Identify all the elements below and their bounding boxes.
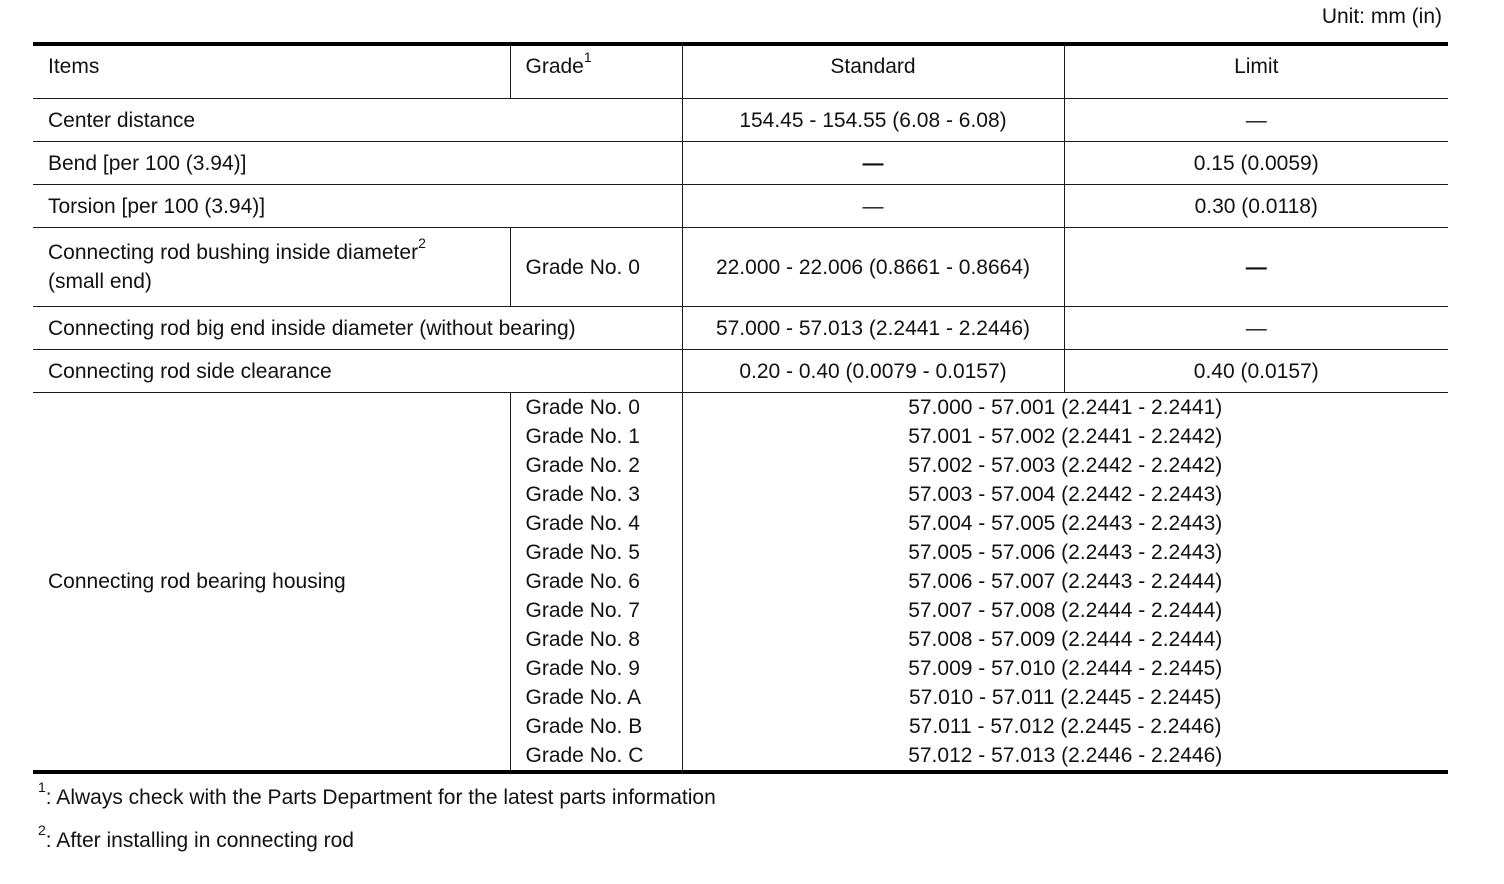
footnote-1-text: : Always check with the Parts Department for the latest parts information bbox=[45, 786, 716, 809]
housing-value-item: 57.012 - 57.013 (2.2446 - 2.2446) bbox=[908, 744, 1223, 767]
row-bushing bbox=[33, 228, 1448, 307]
housing-value-item: 57.006 - 57.007 (2.2443 - 2.2444) bbox=[908, 570, 1223, 593]
header-standard: Standard bbox=[682, 44, 1064, 99]
housing-grade-item: Grade No. C bbox=[525, 744, 644, 767]
housing-value-item: 57.009 - 57.010 (2.2444 - 2.2445) bbox=[908, 657, 1223, 680]
cell-standard: 0.20 - 0.40 (0.0079 - 0.0157) bbox=[682, 350, 1064, 393]
housing-grade-item: Grade No. 9 bbox=[525, 657, 640, 680]
cell-item: Center distance bbox=[33, 99, 682, 142]
footnote-1-mark: 1 bbox=[38, 779, 46, 795]
housing-value-item: 57.003 - 57.004 (2.2442 - 2.2443) bbox=[908, 483, 1223, 506]
footnote-2 bbox=[38, 822, 354, 853]
housing-value-item: 57.011 - 57.012 (2.2445 - 2.2446) bbox=[908, 715, 1222, 738]
housing-grade-item: Grade No. 8 bbox=[525, 628, 640, 651]
housing-value-item: 57.001 - 57.002 (2.2441 - 2.2442) bbox=[908, 425, 1223, 448]
cell-item: Connecting rod big end inside diameter (without bearing) bbox=[33, 307, 682, 350]
housing-grade-item: Grade No. 4 bbox=[525, 512, 640, 535]
header-grade-note: 1 bbox=[583, 49, 592, 65]
cell-item: Torsion [per 100 (3.94)] bbox=[33, 185, 682, 228]
housing-grade-item: Grade No. 2 bbox=[525, 454, 640, 477]
cell-standard: — bbox=[682, 185, 1064, 228]
housing-value-item: 57.010 - 57.011 (2.2445 - 2.2445) bbox=[908, 686, 1222, 709]
housing-grade-item: Grade No. 5 bbox=[525, 541, 640, 564]
header-limit: Limit bbox=[1064, 44, 1448, 99]
cell-grade-list bbox=[510, 393, 682, 773]
header-grade: Grade$^1$ bbox=[510, 44, 682, 99]
housing-grade-item: Grade No. B bbox=[525, 715, 643, 738]
row-side-clearance bbox=[33, 350, 1448, 393]
cell-limit: 0.15 (0.0059) bbox=[1064, 142, 1448, 185]
header-row bbox=[33, 44, 1448, 99]
cell-limit: — bbox=[1064, 228, 1448, 307]
cell-item: Connecting rod bushing inside diameter$^2$ (small end) bbox=[33, 228, 510, 307]
cell-limit: 0.30 (0.0118) bbox=[1064, 185, 1448, 228]
unit-label: Unit: mm (in) bbox=[1321, 5, 1442, 28]
header-items: Items bbox=[33, 44, 510, 99]
cell-standard: — bbox=[682, 142, 1064, 185]
housing-value-item: 57.004 - 57.005 (2.2443 - 2.2443) bbox=[908, 512, 1223, 535]
row-bend bbox=[33, 142, 1448, 185]
housing-grade-item: Grade No. 6 bbox=[525, 570, 640, 593]
housing-value-item: 57.005 - 57.006 (2.2443 - 2.2443) bbox=[908, 541, 1223, 564]
row-big-end bbox=[33, 307, 1448, 350]
housing-value-item: 57.002 - 57.003 (2.2442 - 2.2442) bbox=[908, 454, 1223, 477]
row-center-distance bbox=[33, 99, 1448, 142]
cell-limit: — bbox=[1064, 99, 1448, 142]
row-torsion bbox=[33, 185, 1448, 228]
cell-standard: 22.000 - 22.006 (0.8661 - 0.8664) bbox=[682, 228, 1064, 307]
housing-grade-item: Grade No. 0 bbox=[525, 396, 640, 419]
housing-grade-item: Grade No. 7 bbox=[525, 599, 640, 622]
footnote-2-text: : After installing in connecting rod bbox=[45, 829, 354, 852]
cell-item: Connecting rod side clearance bbox=[33, 350, 682, 393]
housing-value-item: 57.007 - 57.008 (2.2444 - 2.2444) bbox=[908, 599, 1223, 622]
housing-grade-item: Grade No. 1 bbox=[525, 425, 640, 448]
cell-item: Bend [per 100 (3.94)] bbox=[33, 142, 682, 185]
housing-value-item: 57.000 - 57.001 (2.2441 - 2.2441) bbox=[908, 396, 1223, 419]
footnote-1 bbox=[38, 779, 716, 810]
cell-standard: 154.45 - 154.55 (6.08 - 6.08) bbox=[682, 99, 1064, 142]
footnote-2-mark: 2 bbox=[38, 822, 46, 838]
cell-grade: Grade No. 0 bbox=[510, 228, 682, 307]
cell-standard: 57.000 - 57.013 (2.2441 - 2.2446) bbox=[682, 307, 1064, 350]
row-bearing-housing bbox=[33, 393, 1448, 773]
housing-grade-item: Grade No. A bbox=[525, 686, 642, 709]
housing-value-item: 57.008 - 57.009 (2.2444 - 2.2444) bbox=[908, 628, 1223, 651]
housing-grade-item: Grade No. 3 bbox=[525, 483, 640, 506]
cell-housing-values bbox=[682, 393, 1448, 773]
bushing-note: 2 bbox=[418, 235, 426, 251]
cell-item: Connecting rod bearing housing bbox=[33, 393, 510, 773]
cell-limit: — bbox=[1064, 307, 1448, 350]
connecting-rod-spec-table bbox=[33, 42, 1448, 774]
cell-limit: 0.40 (0.0157) bbox=[1064, 350, 1448, 393]
